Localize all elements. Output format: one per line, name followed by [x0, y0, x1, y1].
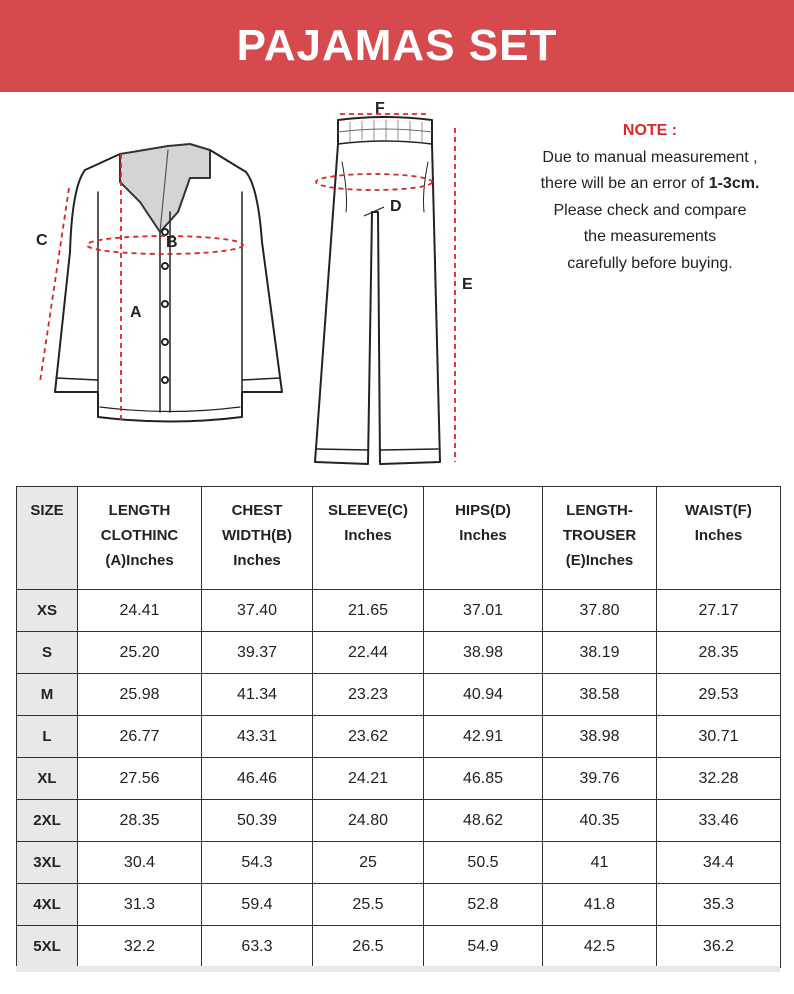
header-length-trouser: LENGTH- TROUSER (E)Inches [543, 487, 657, 590]
value-cell: 24.80 [313, 800, 424, 842]
size-cell: 5XL [17, 926, 78, 968]
value-cell: 27.17 [657, 590, 781, 632]
value-cell: 26.5 [313, 926, 424, 968]
size-cell: 2XL [17, 800, 78, 842]
table-row [17, 674, 781, 716]
value-cell: 34.4 [657, 842, 781, 884]
table-row [17, 716, 781, 758]
size-cell: 4XL [17, 884, 78, 926]
note-line-1: Due to manual measurement , [542, 148, 758, 166]
size-cell: 3XL [17, 842, 78, 884]
value-cell: 28.35 [78, 800, 202, 842]
value-cell: 32.2 [78, 926, 202, 968]
table-header-row [17, 487, 781, 590]
value-cell: 50.39 [202, 800, 313, 842]
label-d: D [390, 198, 402, 215]
header-hips: HIPS(D) Inches [424, 487, 543, 590]
label-c: C [36, 232, 48, 249]
value-cell: 52.8 [424, 884, 543, 926]
table-row [17, 926, 781, 968]
value-cell: 25.98 [78, 674, 202, 716]
value-cell: 38.19 [543, 632, 657, 674]
value-cell: 39.76 [543, 758, 657, 800]
value-cell: 41.8 [543, 884, 657, 926]
pants-drawing [315, 117, 440, 464]
value-cell: 46.46 [202, 758, 313, 800]
label-b: B [166, 234, 178, 251]
table-row [17, 632, 781, 674]
header-length-clothing: LENGTH CLOTHINC (A)Inches [78, 487, 202, 590]
value-cell: 23.23 [313, 674, 424, 716]
value-cell: 46.85 [424, 758, 543, 800]
table-row [17, 842, 781, 884]
note-line-2-text: there will be an error of [540, 175, 709, 192]
value-cell: 30.71 [657, 716, 781, 758]
value-cell: 37.40 [202, 590, 313, 632]
value-cell: 43.31 [202, 716, 313, 758]
value-cell: 30.4 [78, 842, 202, 884]
note-title: NOTE : [622, 122, 678, 139]
value-cell: 29.53 [657, 674, 781, 716]
value-cell: 41 [543, 842, 657, 884]
value-cell: 54.3 [202, 842, 313, 884]
table-row [17, 800, 781, 842]
value-cell: 42.91 [424, 716, 543, 758]
table-body [17, 590, 781, 968]
value-cell: 22.44 [313, 632, 424, 674]
value-cell: 28.35 [657, 632, 781, 674]
value-cell: 37.80 [543, 590, 657, 632]
table-row [17, 884, 781, 926]
value-cell: 32.28 [657, 758, 781, 800]
note-line-2-bold: 1-3cm. [708, 175, 760, 192]
value-cell: 25.20 [78, 632, 202, 674]
note-line-2 [505, 171, 794, 198]
size-cell: L [17, 716, 78, 758]
note-line-5: carefully before buying. [567, 254, 733, 272]
measurement-note [505, 118, 794, 277]
value-cell: 23.62 [313, 716, 424, 758]
value-cell: 40.35 [543, 800, 657, 842]
value-cell: 63.3 [202, 926, 313, 968]
value-cell: 26.77 [78, 716, 202, 758]
value-cell: 42.5 [543, 926, 657, 968]
label-e: E [462, 276, 473, 293]
value-cell: 37.01 [424, 590, 543, 632]
label-a: A [130, 304, 142, 321]
value-cell: 39.37 [202, 632, 313, 674]
value-cell: 50.5 [424, 842, 543, 884]
value-cell: 21.65 [313, 590, 424, 632]
page-title: PAJAMAS SET [236, 21, 558, 70]
value-cell: 59.4 [202, 884, 313, 926]
label-f: F [375, 100, 385, 117]
value-cell: 54.9 [424, 926, 543, 968]
value-cell: 27.56 [78, 758, 202, 800]
table-row [17, 758, 781, 800]
value-cell: 48.62 [424, 800, 543, 842]
value-cell: 38.98 [424, 632, 543, 674]
size-table [16, 486, 781, 968]
note-line-4: the measurements [583, 228, 717, 245]
value-cell: 38.58 [543, 674, 657, 716]
shirt-drawing [55, 144, 282, 422]
value-cell: 25 [313, 842, 424, 884]
value-cell: 40.94 [424, 674, 543, 716]
size-cell: XS [17, 590, 78, 632]
size-cell: XL [17, 758, 78, 800]
value-cell: 36.2 [657, 926, 781, 968]
value-cell: 25.5 [313, 884, 424, 926]
table-bottom-shade [16, 966, 780, 972]
value-cell: 38.98 [543, 716, 657, 758]
header-waist: WAIST(F) Inches [657, 487, 781, 590]
value-cell: 33.46 [657, 800, 781, 842]
header-sleeve: SLEEVE(C) Inches [313, 487, 424, 590]
value-cell: 41.34 [202, 674, 313, 716]
header-chest-width: CHEST WIDTH(B) Inches [202, 487, 313, 590]
size-cell: S [17, 632, 78, 674]
size-cell: M [17, 674, 78, 716]
title-banner [0, 0, 794, 92]
table-row [17, 590, 781, 632]
value-cell: 35.3 [657, 884, 781, 926]
value-cell: 24.21 [313, 758, 424, 800]
value-cell: 31.3 [78, 884, 202, 926]
header-size: SIZE [17, 487, 78, 590]
note-line-3: Please check and compare [553, 201, 747, 219]
value-cell: 24.41 [78, 590, 202, 632]
